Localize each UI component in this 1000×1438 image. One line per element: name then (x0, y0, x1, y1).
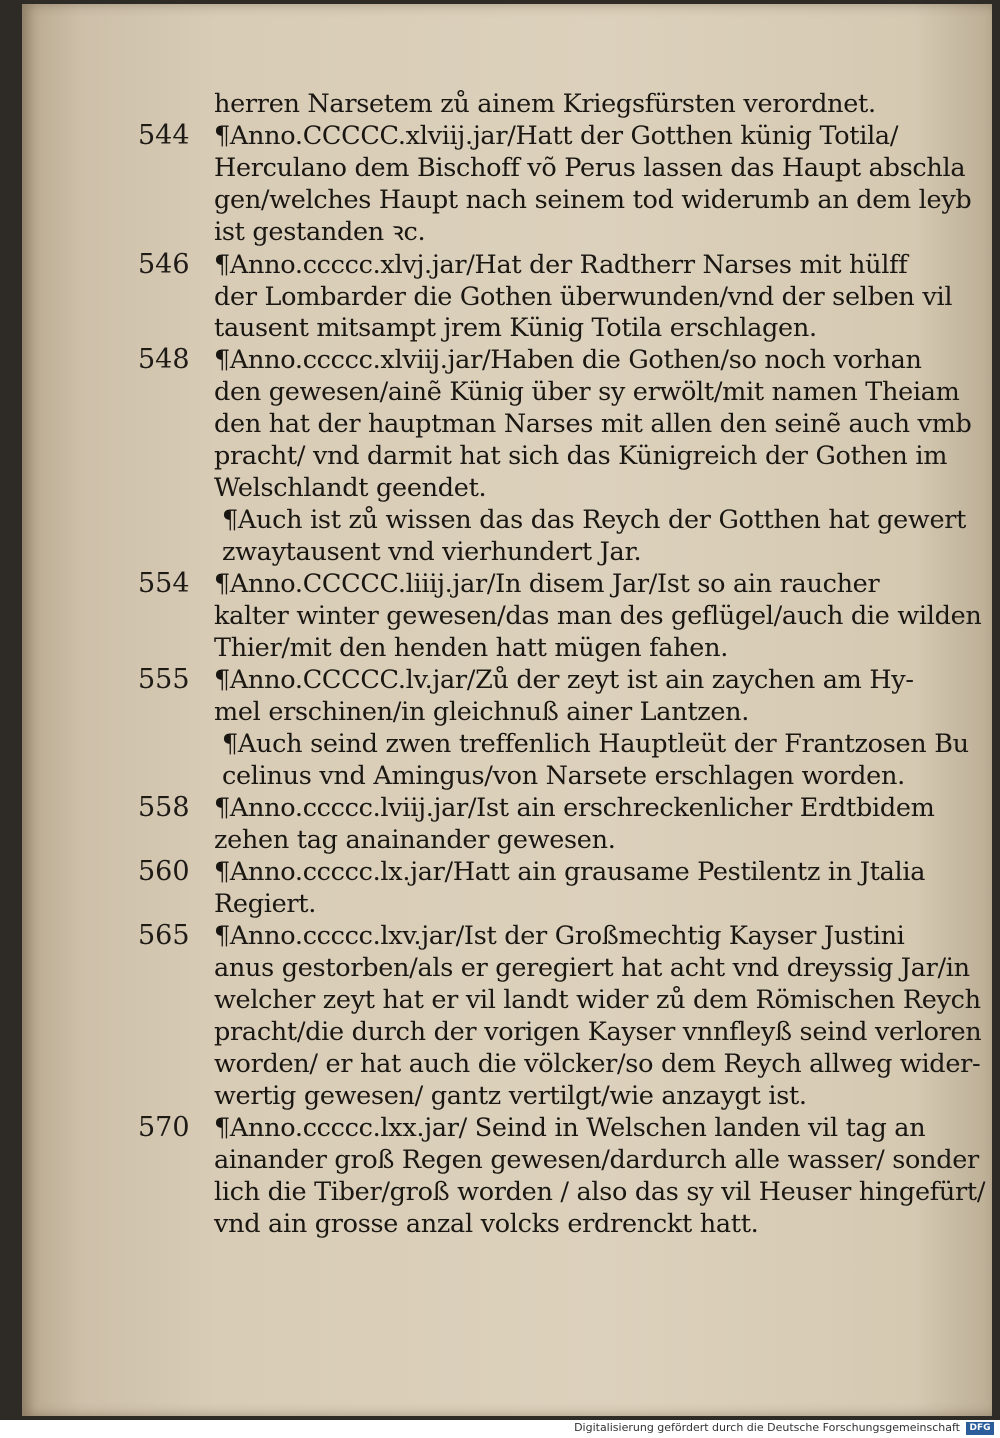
line-text: den hat der hauptman Narses mit allen den seinẽ auch vmb (214, 409, 972, 439)
text-line (22, 1144, 992, 1176)
book-page (22, 4, 992, 1416)
line-text: Thier/mit den henden hatt mügen fahen. (214, 633, 729, 663)
line-text: Welschlandt geendet. (214, 473, 487, 503)
text-line (22, 152, 992, 184)
year-margin: 546 (138, 249, 190, 280)
line-text: der Lombarder die Gothen überwunden/vnd der selben vil (214, 282, 953, 312)
line-text: anus gestorben/als er geregiert hat acht vnd dreyssig Jar/in (214, 953, 970, 983)
text-line (22, 1112, 992, 1144)
text-line (22, 728, 992, 760)
year-margin: 558 (138, 792, 190, 823)
text-line (22, 1048, 992, 1080)
line-text: den gewesen/ainẽ Künig über sy erwölt/mit namen Theiam (214, 377, 960, 407)
line-text: ¶Anno.ccccc.lx.jar/Hatt ain grausame Pestilentz in Jtalia (214, 857, 926, 887)
line-text: welcher zeyt hat er vil landt wider zů dem Römischen Reych (214, 985, 981, 1015)
line-text: ¶Auch ist zů wissen das das Reych der Gotthen hat gewert (222, 505, 967, 535)
line-text: pracht/ vnd darmit hat sich das Künigreich der Gothen im (214, 441, 948, 471)
text-line (22, 216, 992, 248)
line-text: zehen tag anainander gewesen. (214, 825, 616, 855)
line-text: ¶Anno.ccccc.lviij.jar/Ist ain erschreckenlicher Erdtbidem (214, 793, 935, 823)
text-line (22, 440, 992, 472)
line-text: gen/welches Haupt nach seinem tod widerumb an dem leyb (214, 185, 972, 215)
text-line (22, 696, 992, 728)
line-text: ¶Anno.ccccc.lxx.jar/ Seind in Welschen landen vil tag an (214, 1113, 926, 1143)
line-text: wertig gewesen/ gantz vertilgt/wie anzaygt ist. (214, 1081, 807, 1111)
text-line (22, 376, 992, 408)
year-margin: 570 (138, 1112, 190, 1143)
line-text: ¶Anno.CCCCC.liiij.jar/In disem Jar/Ist so ain raucher (214, 569, 880, 599)
text-line (22, 1176, 992, 1208)
text-line (22, 344, 992, 376)
text-line (22, 1208, 992, 1240)
line-text: Regiert. (214, 889, 317, 919)
line-text: pracht/die durch der vorigen Kayser vnnfleyß seind verloren (214, 1017, 982, 1047)
text-line (22, 760, 992, 792)
text-line (22, 568, 992, 600)
line-text: ¶Anno.CCCCC.lv.jar/Zů der zeyt ist ain zaychen am Hy- (214, 665, 914, 695)
line-text: herren Narsetem zů ainem Kriegsfürsten verordnet. (214, 89, 876, 119)
year-margin: 554 (138, 568, 190, 599)
line-text: celinus vnd Amingus/von Narsete erschlagen worden. (222, 761, 905, 791)
text-line (22, 664, 992, 696)
dfg-logo: DFG (966, 1422, 994, 1435)
text-line (22, 920, 992, 952)
text-line (22, 249, 992, 281)
year-margin: 555 (138, 664, 190, 695)
year-margin: 544 (138, 120, 190, 151)
text-line (22, 600, 992, 632)
line-text: lich die Tiber/groß worden / also das sy vil Heuser hingefürt/ (214, 1177, 986, 1207)
line-text: tausent mitsampt jrem Künig Totila erschlagen. (214, 313, 817, 343)
line-text: ¶Anno.ccccc.xlviij.jar/Haben die Gothen/so noch vorhan (214, 345, 922, 375)
text-line (22, 632, 992, 664)
text-line (22, 120, 992, 152)
line-text: mel erschinen/in gleichnuß ainer Lantzen. (214, 697, 750, 727)
line-text: Herculano dem Bischoff võ Perus lassen das Haupt abschla (214, 153, 966, 183)
text-line (22, 824, 992, 856)
line-text: ¶Auch seind zwen treffenlich Hauptleüt der Frantzosen Bu (222, 729, 969, 759)
line-text: ¶Anno.CCCCC.xlviij.jar/Hatt der Gotthen künig Totila/ (214, 121, 899, 151)
year-margin: 548 (138, 344, 190, 375)
line-text: vnd ain grosse anzal volcks erdrenckt hatt. (214, 1209, 759, 1239)
line-text: ¶Anno.ccccc.lxv.jar/Ist der Großmechtig Kayser Justini (214, 921, 905, 951)
text-line (22, 312, 992, 344)
text-line (22, 184, 992, 216)
text-line (22, 408, 992, 440)
text-line (22, 856, 992, 888)
text-line (22, 536, 992, 568)
text-line (22, 88, 992, 120)
line-text: worden/ er hat auch die völcker/so dem Reych allweg wider- (214, 1049, 981, 1079)
text-line (22, 281, 992, 313)
text-line (22, 1080, 992, 1112)
line-text: ¶Anno.ccccc.xlvj.jar/Hat der Radtherr Narses mit hülff (214, 250, 908, 280)
text-line (22, 504, 992, 536)
text-line (22, 472, 992, 504)
text-line (22, 984, 992, 1016)
year-margin: 560 (138, 856, 190, 887)
text-line (22, 1016, 992, 1048)
line-text: kalter winter gewesen/das man des geflügel/auch die wilden (214, 601, 982, 631)
funding-credit: Digitalisierung gefördert durch die Deutsche Forschungsgemeinschaft (574, 1421, 960, 1434)
line-text: ainander groß Regen gewesen/dardurch alle wasser/ sonder (214, 1145, 979, 1175)
line-text: ist gestanden ꝛc. (214, 217, 426, 247)
line-text: zwaytausent vnd vierhundert Jar. (222, 537, 642, 567)
year-margin: 565 (138, 920, 190, 951)
text-line (22, 952, 992, 984)
text-line (22, 888, 992, 920)
text-line (22, 792, 992, 824)
